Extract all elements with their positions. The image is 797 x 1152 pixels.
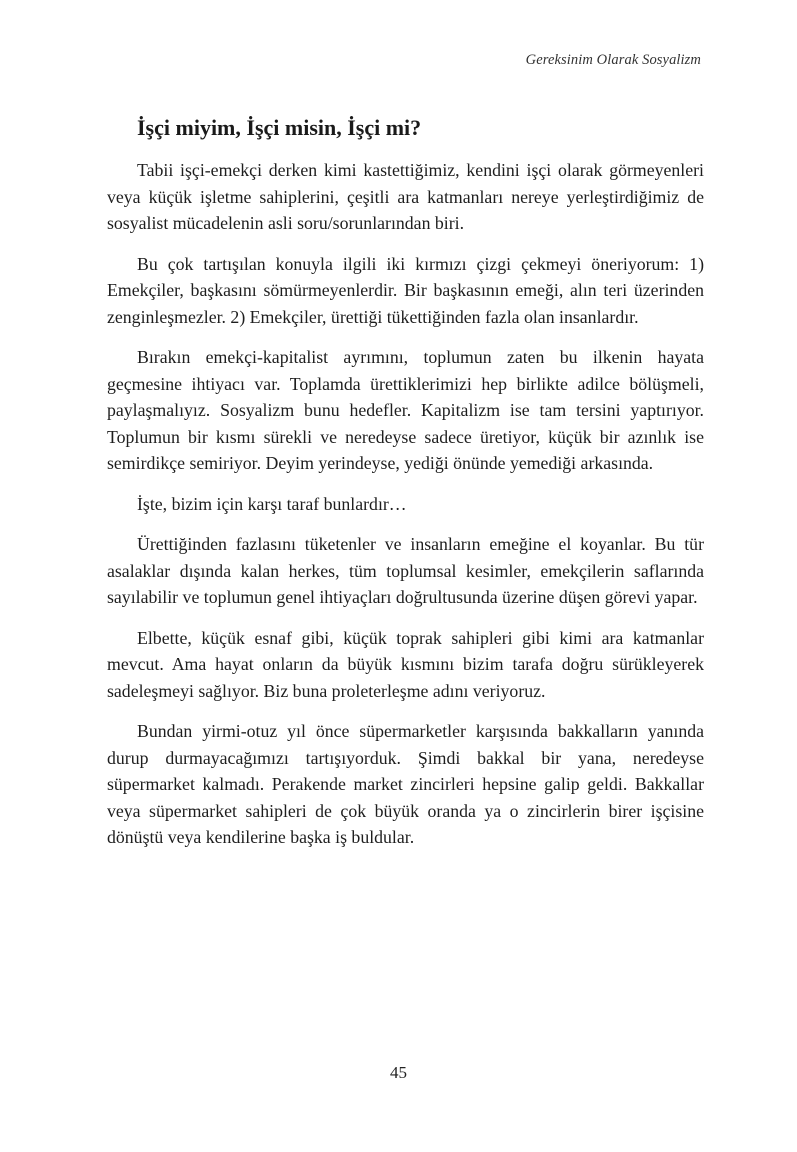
- page-number: 45: [390, 1063, 407, 1082]
- section-title: İşçi miyim, İşçi misin, İşçi mi?: [137, 115, 422, 140]
- running-header: Gereksinim Olarak Sosyalizm: [525, 52, 701, 68]
- paragraph-7: Bundan yirmi-otuz yıl önce süpermarketler karşısında bakkalların yanında durup durmayacağımızı tartışıyorduk. Şimdi bakkal bir yana, neredeyse süpermarket kalmadı. Perakende market zincirleri hepsine galip geldi. Bakkallar veya süpermarket sahipleri de çok büyük oranda ya o zincirlerin birer işçisine dönüştü veya kendilerine başka iş buldular.: [107, 721, 704, 847]
- paragraph-1: Tabii işçi-emekçi derken kimi kastettiğimiz, kendini işçi olarak görmeyenleri veya küçük işletme sahiplerini, çeşitli ara katmanları nereye yerleştirdiğimiz de sosyalist mücadelenin asli soru/sorunlarından biri.: [107, 160, 704, 233]
- paragraph-2: Bu çok tartışılan konuyla ilgili iki kırmızı çizgi çekmeyi öneriyorum: 1) Emekçiler, başkasını sömürmeyenlerdir. Bir başkasının emeği, alın teri üzerinden zenginleşmezler. 2) Emekçiler, ürettiği tükettiğinden fazla olan insanlardır.: [107, 253, 704, 327]
- page-body: [107, 113, 704, 865]
- paragraph-3: Bırakın emekçi-kapitalist ayrımını, toplumun zaten bu ilkenin hayata geçmesine ihtiyacı var. Toplamda ürettiklerimizi hep birlikte adilce bölüşmeli, paylaşmalıyız. Sosyalizm bunu hedefler. Kapitalizm ise tam tersini yaptırıyor. Toplumun bir kısmı sürekli ve neredeyse sadece üretiyor, küçük bir azınlık ise semirdikçe semiriyor. Deyim yerindeyse, yediği önünde yemediği arkasında.: [107, 347, 704, 473]
- paragraph-4: İşte, bizim için karşı taraf bunlardır…: [137, 493, 407, 514]
- paragraph-5: Ürettiğinden fazlasını tüketenler ve insanların emeğine el koyanlar. Bu tür asalaklar dışında kalan herkes, tüm toplumsal kesimler, emekçilerin saflarında sayılabilir ve toplumun genel ihtiyaçları doğrultusunda üzerine düşen görevi yapar.: [107, 534, 704, 607]
- paragraph-6: Elbette, küçük esnaf gibi, küçük toprak sahipleri gibi kimi ara katmanlar mevcut. Ama hayat onların da büyük kısmını bizim tarafa doğru sürükleyerek sadeleşmeyi sağlıyor. Biz buna proleterleşme adını veriyoruz.: [107, 627, 704, 701]
